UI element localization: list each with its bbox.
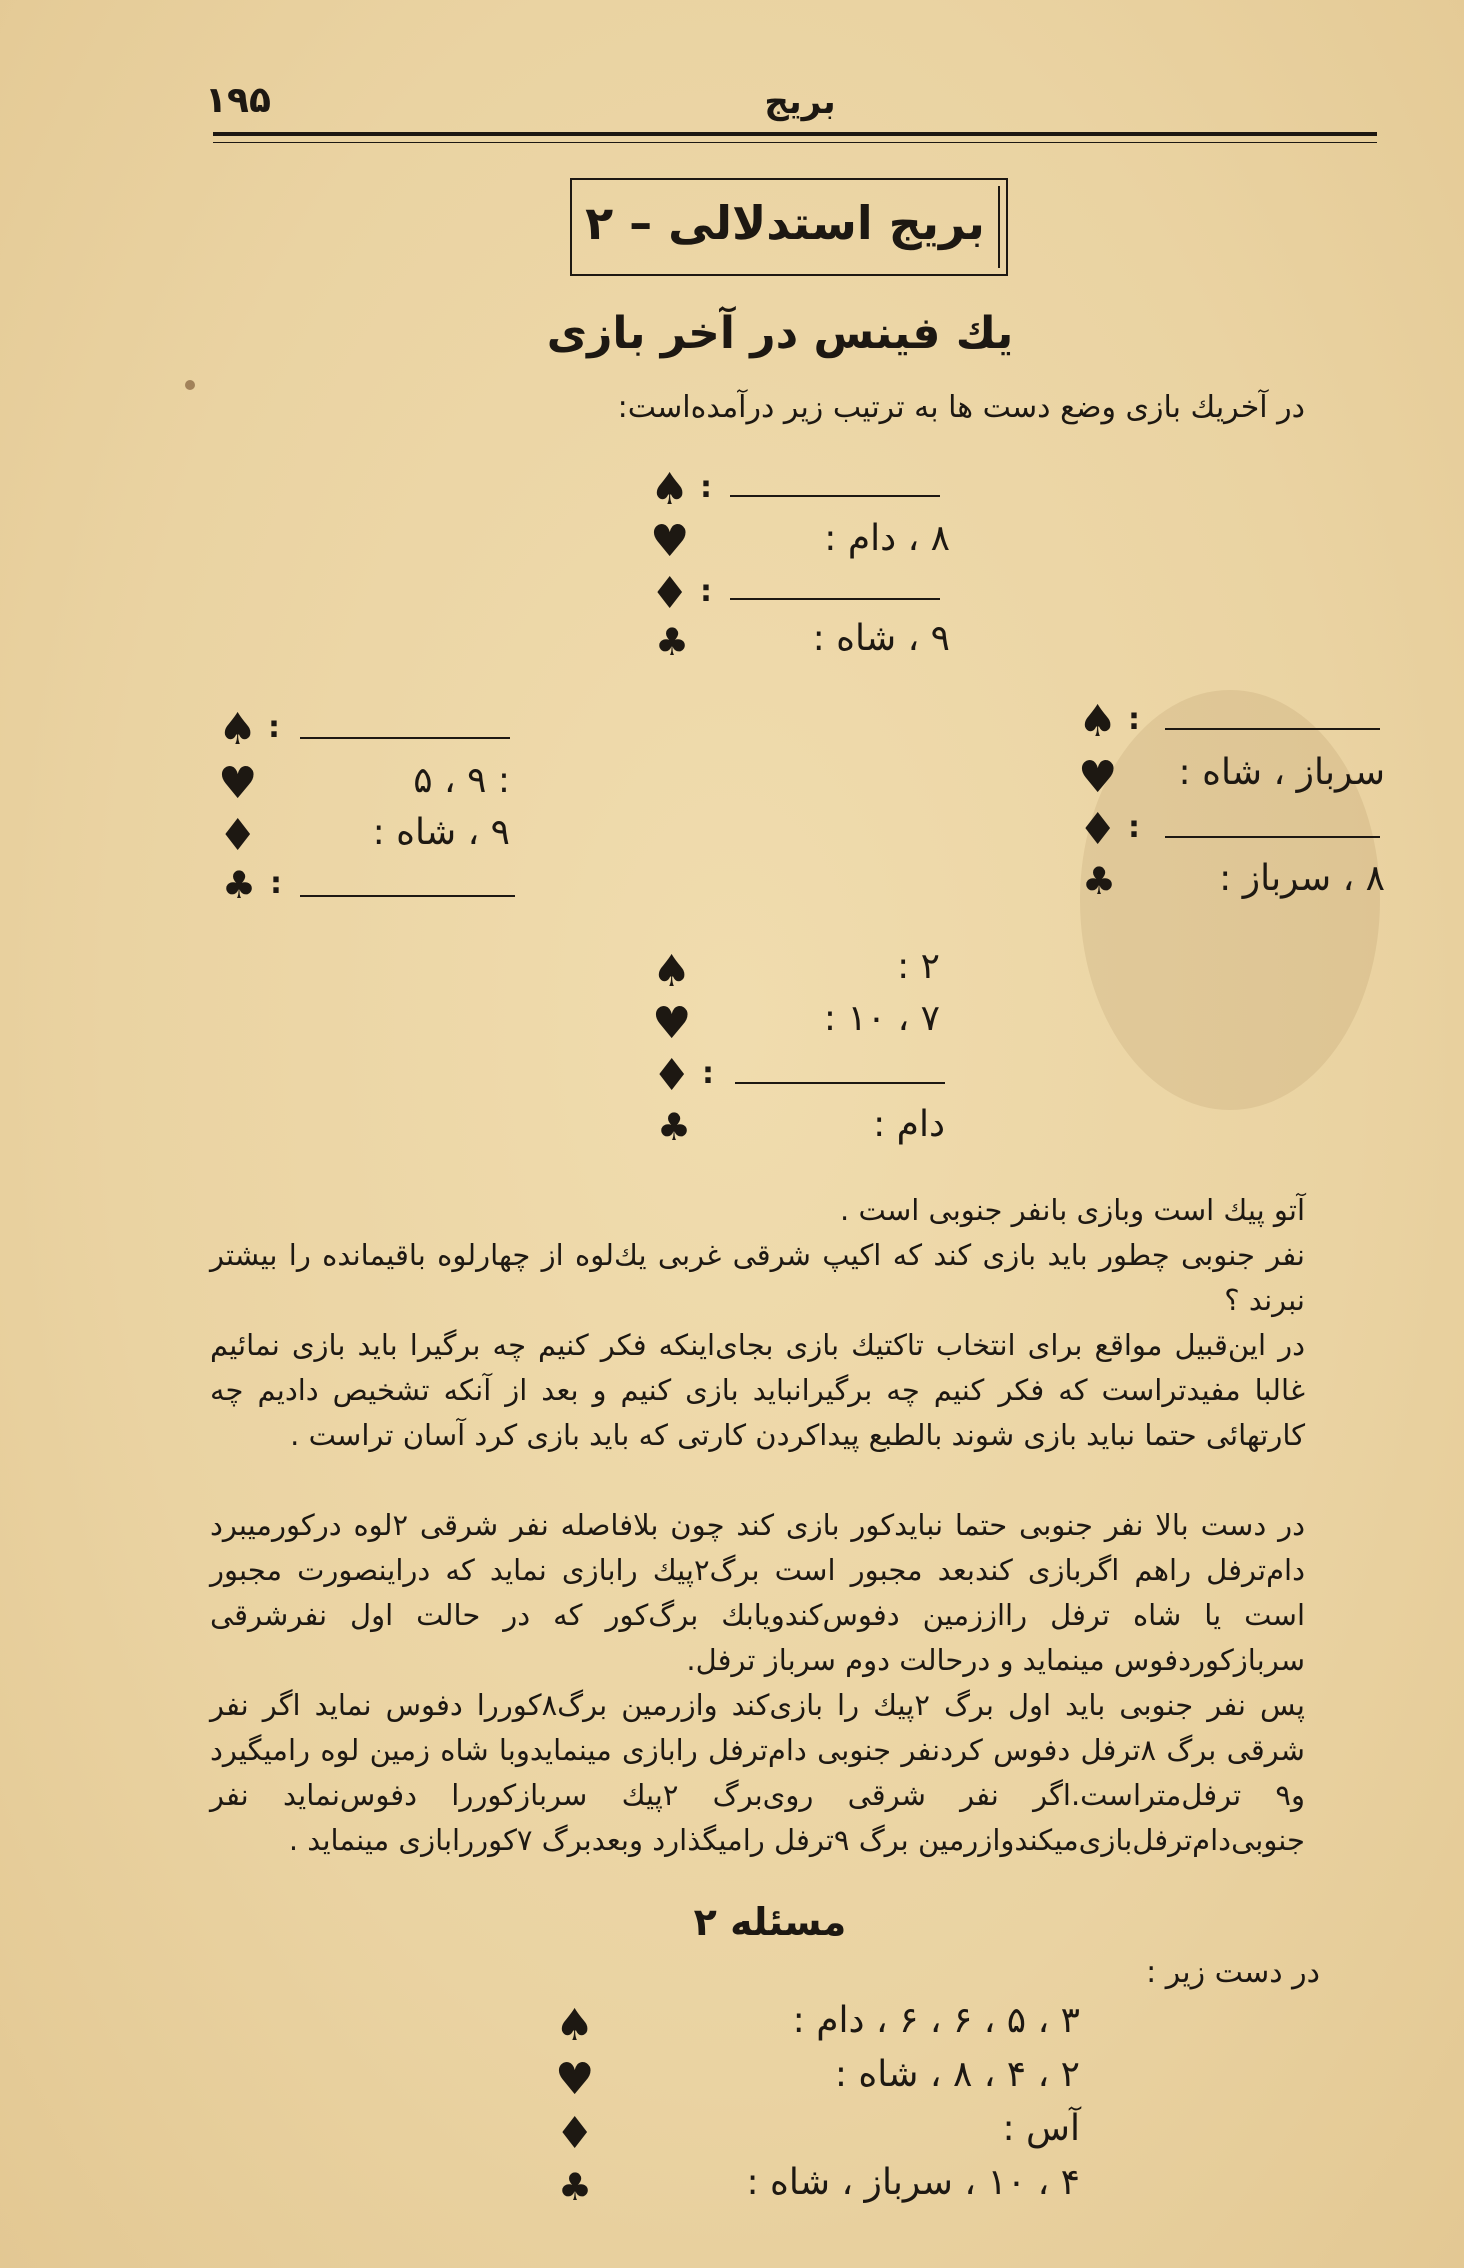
- club-icon: ♣: [655, 620, 690, 664]
- heart-icon: ♥: [650, 516, 690, 567]
- void-line: [730, 598, 940, 600]
- east-hearts: سرباز ، شاه :: [1178, 752, 1385, 793]
- paragraph-3: در این‌قبیل مواقع برای انتخاب تاکتیك بازی بجای‌اینکه فکر کنیم چه برگیرا باید بازی نمائیم غالبا مفیدتراست که فکر کنیم چه برگیرانباید بازی کنیم و بعد از آنکه تشخیص دادیم چه کارتهائی حتما نباید بازی شوند بالطبع پیداکردن کارتی که باید بازی کرد آسان تراست .: [210, 1328, 1305, 1452]
- paragraph-2: نفر جنوبی چطور باید بازی کند که اکیپ شرقی غربی یك‌لوه از چهارلوه باقیمانده را بیشتر نبرند ؟: [210, 1238, 1305, 1317]
- south-spades: ۲ :: [897, 946, 940, 987]
- intro-text: در آخریك بازی وضع دست ها به ترتیب زیر درآمده‌است:: [617, 390, 1305, 425]
- diamond-icon: ♦: [650, 568, 690, 619]
- suit-colon: :: [270, 866, 282, 901]
- problem-clubs: ۴ ، ۱۰ ، سرباز ، شاه :: [746, 2162, 1080, 2203]
- diamond-icon: ♦: [1078, 804, 1118, 855]
- west-hearts: : ۹ ، ۵: [413, 760, 510, 801]
- header-rule: [213, 132, 1377, 136]
- suit-colon: :: [702, 1056, 714, 1091]
- chapter-title: بریج استدلالی – ۲: [585, 196, 985, 250]
- south-clubs: دام :: [873, 1104, 945, 1145]
- club-icon: ♣: [657, 1105, 692, 1149]
- paragraph-5: پس نفر جنوبی باید اول برگ ۲پیك را بازی‌کند وازرمین برگ‌۸کوررا دفوس نماید اگر نفر شرقی برگ ۸ترفل دفوس کردنفر جنوبی دام‌ترفل رابازی مینمایدوبا شاه زمین لوه رامیگیرد و۹ ترفل‌متراست.اگر نفر شرقی روی‌برگ ۲پیك سربازکوررا دفوس‌نماید نفر جنوبی‌دام‌ترفل‌بازی‌میکندوازرمین برگ ۹ترفل رامیگذارد وبعدبرگ ۷کوررابازی مینماید .: [210, 1688, 1305, 1857]
- club-icon: ♣: [1082, 859, 1117, 903]
- spade-icon: ♠: [1078, 696, 1118, 747]
- void-line: [730, 495, 940, 497]
- void-line: [1165, 728, 1380, 730]
- suit-colon: :: [700, 470, 712, 505]
- suit-colon: :: [1128, 810, 1140, 845]
- heart-icon: ♥: [555, 2054, 595, 2105]
- club-icon: ♣: [558, 2165, 593, 2209]
- diamond-icon: ♦: [555, 2108, 595, 2159]
- spade-icon: ♠: [652, 946, 692, 997]
- heart-icon: ♥: [652, 998, 692, 1049]
- suit-colon: :: [1128, 702, 1140, 737]
- problem-diamonds: آس :: [1002, 2108, 1080, 2149]
- page-number: ۱۹۵: [205, 80, 271, 121]
- running-title: بریج: [764, 82, 836, 122]
- problem-spades: ۳ ، ۵ ، ۶ ، ۶ ، دام :: [792, 2000, 1080, 2041]
- problem-intro: در دست زیر :: [1146, 1955, 1320, 1990]
- problem-hearts: ۲ ، ۴ ، ۸ ، شاه :: [834, 2054, 1080, 2095]
- section-subtitle: یك فینس در آخر بازی: [546, 308, 1014, 359]
- west-diamonds: ۹ ، شاه :: [372, 812, 510, 853]
- suit-colon: :: [268, 710, 280, 745]
- void-line: [300, 895, 515, 897]
- heart-icon: ♥: [218, 758, 258, 809]
- void-line: [300, 737, 510, 739]
- spade-icon: ♠: [218, 704, 258, 755]
- heart-icon: ♥: [1078, 752, 1118, 803]
- spade-icon: ♠: [650, 464, 690, 515]
- ink-spot: [185, 380, 195, 390]
- void-line: [735, 1082, 945, 1084]
- header-rule-thin: [213, 142, 1377, 143]
- north-clubs: ۹ ، شاه :: [812, 618, 950, 659]
- north-hearts: ۸ ، دام :: [824, 518, 950, 559]
- problem-title: مسئله ۲: [693, 1900, 847, 1944]
- spade-icon: ♠: [555, 2000, 595, 2051]
- paragraph-4: در دست بالا نفر جنوبی حتما نبایدکور بازی کند چون بلافاصله نفر شرقی ۲لوه درکورمیبرد دام‌ترفل راهم اگربازی کندبعد مجبور است برگ‌۲پیك رابازی نماید که دراینصورت مجبور است یا شاه ترفل رااززمین دفوس‌کندویابك برگ‌کور که در حالت اول نفرشرقی سربازکوردفوس مینماید و درحالت دوم سرباز ترفل.: [210, 1508, 1306, 1677]
- paragraph-1: آتو پیك است وبازی بانفر جنوبی است .: [840, 1193, 1305, 1227]
- void-line: [1165, 836, 1380, 838]
- club-icon: ♣: [222, 863, 257, 907]
- south-hearts: ۷ ، ۱۰ :: [823, 998, 940, 1039]
- diamond-icon: ♦: [218, 810, 258, 861]
- diamond-icon: ♦: [652, 1050, 692, 1101]
- east-clubs: ۸ ، سرباز :: [1219, 858, 1385, 899]
- suit-colon: :: [700, 574, 712, 609]
